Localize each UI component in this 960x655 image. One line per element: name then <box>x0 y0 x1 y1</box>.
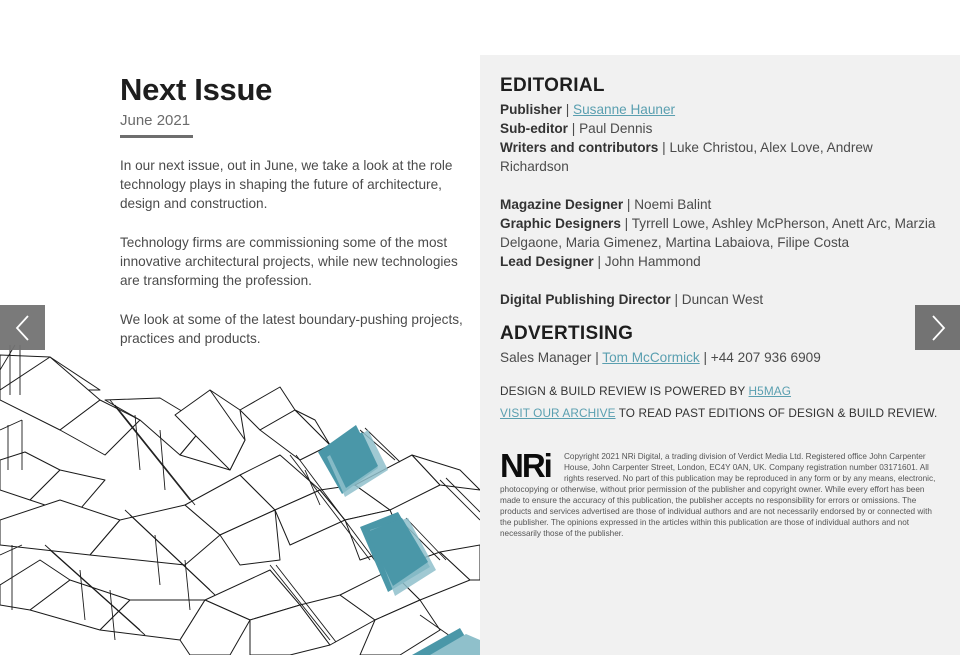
archive-text: TO READ PAST EDITIONS OF DESIGN & BUILD REVIEW. <box>615 406 938 420</box>
previous-page-button[interactable] <box>0 305 45 350</box>
powered-by-text: DESIGN & BUILD REVIEW IS POWERED BY <box>500 384 749 398</box>
separator: | <box>561 102 574 117</box>
separator: | <box>699 350 711 365</box>
credit-name: Duncan West <box>681 292 764 307</box>
credit-name: Paul Dennis <box>579 121 653 136</box>
issue-date: June 2021 <box>120 112 191 129</box>
separator: | <box>620 216 632 231</box>
credit-role: Lead Designer <box>500 254 594 269</box>
sales-manager-link[interactable]: Tom McCormick <box>602 350 700 365</box>
credit-publisher <box>500 100 945 119</box>
credit-graphic-designers <box>500 214 945 252</box>
paragraph: In our next issue, out in June, we take a look at the role technology plays in shaping the future of architecture, design and construction. <box>120 158 453 211</box>
copyright-text: Copyright 2021 NRi Digital, a trading division of Verdict Media Ltd. Registered office John Carpenter House, John Carpenter Street, London, EC4Y 0AN, UK. Company registration number 03171601. All rights reserved. No part of this publication may be reproduced in any form or by any means, electronic, photocopying or otherwise, without prior permission of the publisher and copyright owner. While every effort has been made to ensure the accuracy of this publication, the publisher accepts no responsibility for errors or omissions. The products and services advertised are those of individual authors and are not necessarily endorsed by or connected with the publisher. The opinions expressed in the articles within this publication are those of individual authors and not necessarily those of the publisher. <box>500 452 936 538</box>
separator: | <box>567 121 580 136</box>
credit-digital-director <box>500 290 945 309</box>
separator: | <box>623 197 635 212</box>
phone-number: +44 207 936 6909 <box>710 350 821 365</box>
copyright-notice <box>500 447 940 539</box>
page-title: Next Issue <box>120 72 273 107</box>
credit-role: Sales Manager <box>500 350 592 365</box>
credit-role: Magazine Designer <box>500 197 624 212</box>
paragraph: Technology firms are commissioning some of the most innovative architectural projects, while new technologies are transforming the profession. <box>120 235 458 288</box>
separator: | <box>593 254 605 269</box>
credit-role: Graphic Designers <box>500 216 621 231</box>
credit-lead-designer <box>500 252 945 271</box>
credits-panel <box>480 55 960 655</box>
credit-sales-manager <box>500 348 945 367</box>
credit-magazine-designer <box>500 195 945 214</box>
publisher-link[interactable]: Susanne Hauner <box>573 102 676 117</box>
credit-role: Publisher <box>500 102 562 117</box>
advertising-section <box>500 323 945 367</box>
credit-name: Tyrrell Lowe, Ashley McPherson, Anett Arc, Marzia Delgaone, Maria Gimenez, Martina Labaiova, Filipe Costa <box>500 216 936 250</box>
separator: | <box>591 350 603 365</box>
editorial-heading: EDITORIAL <box>500 75 605 96</box>
archive-line <box>500 406 937 420</box>
nri-logo: NRi <box>500 447 551 484</box>
credit-name: Luke Christou, Alex Love, Andrew Richardson <box>500 140 873 174</box>
advertising-heading: ADVERTISING <box>500 323 634 344</box>
next-page-button[interactable] <box>915 305 960 350</box>
credit-sub-editor <box>500 119 945 138</box>
building-illustration <box>0 330 480 655</box>
credit-name: John Hammond <box>604 254 701 269</box>
credit-role: Writers and contributors <box>500 140 659 155</box>
credit-name: Noemi Balint <box>634 197 712 212</box>
archive-link[interactable]: VISIT OUR ARCHIVE <box>500 406 616 420</box>
chevron-right-icon <box>928 313 948 343</box>
separator: | <box>658 140 670 155</box>
h5mag-link[interactable]: H5MAG <box>748 384 791 398</box>
credit-role: Digital Publishing Director <box>500 292 671 307</box>
credit-role: Sub-editor <box>500 121 568 136</box>
title-underline <box>120 135 193 138</box>
chevron-left-icon <box>13 313 33 343</box>
editorial-section <box>500 75 945 309</box>
paragraph: We look at some of the latest boundary-pushing projects, practices and products. <box>120 312 463 346</box>
powered-by-line <box>500 384 791 398</box>
separator: | <box>670 292 682 307</box>
credit-writers <box>500 138 945 176</box>
